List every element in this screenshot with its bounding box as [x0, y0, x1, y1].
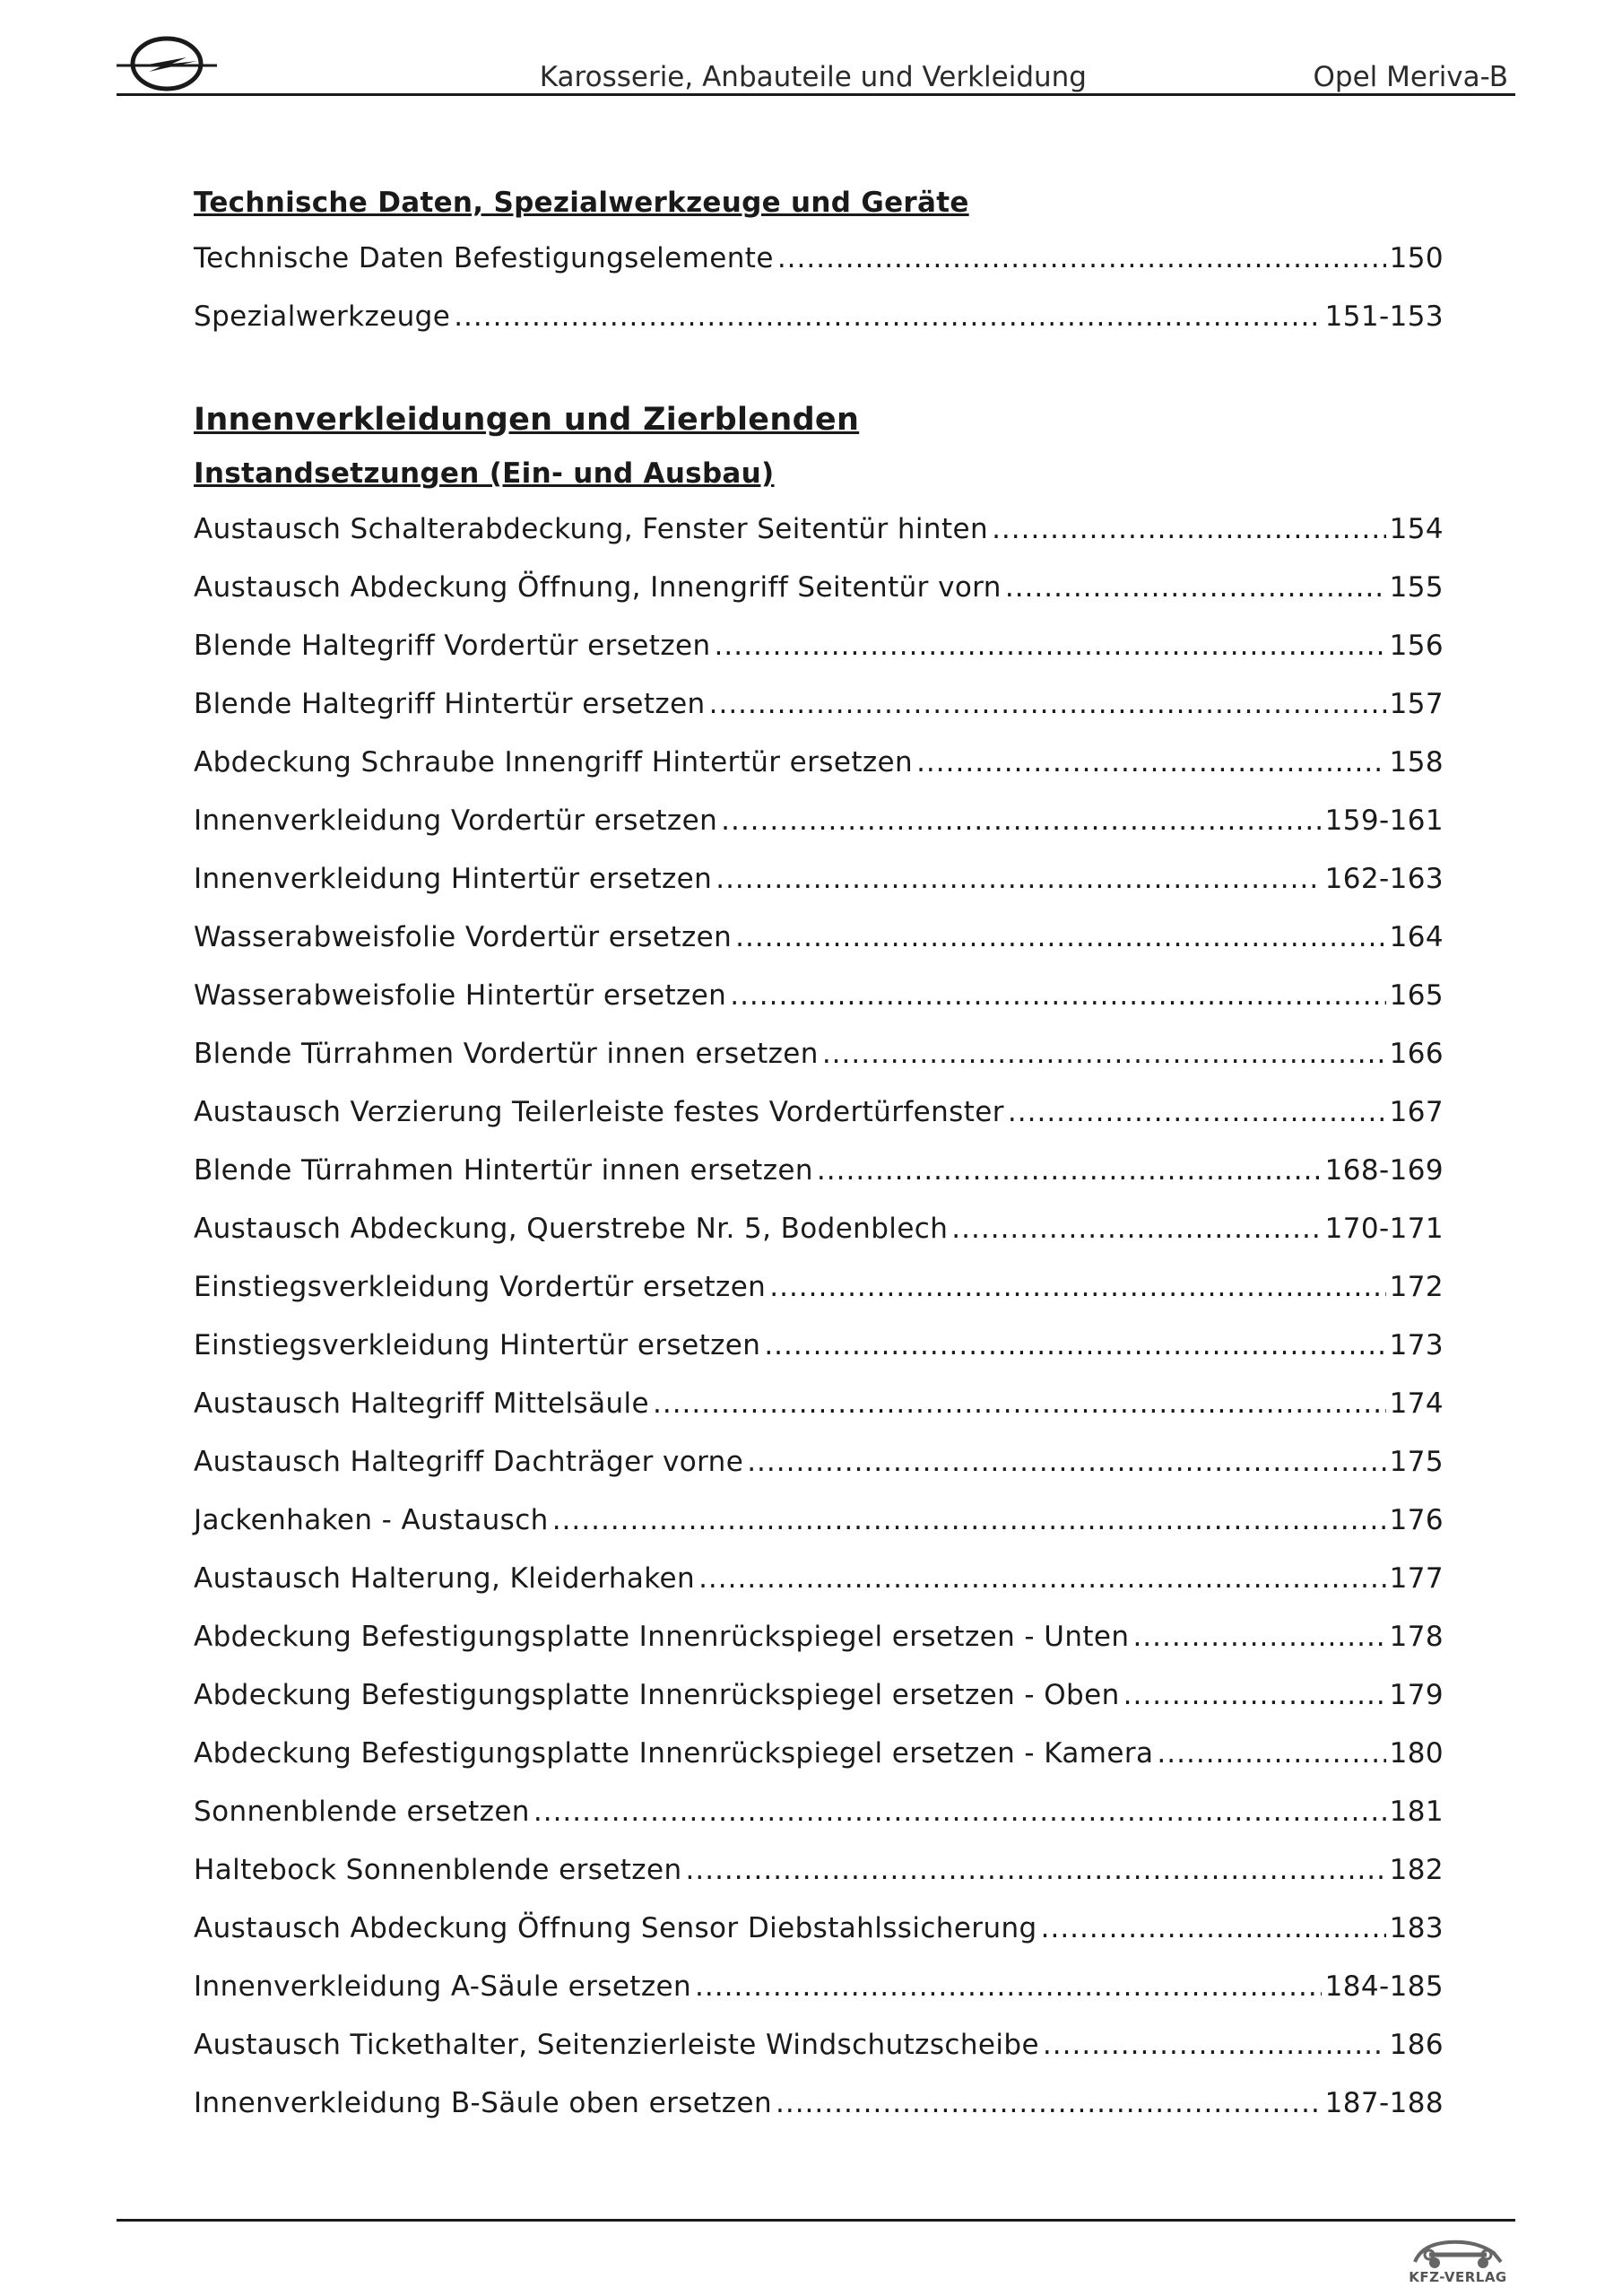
- toc-entry-label: Blende Haltegriff Hintertür ersetzen: [194, 688, 706, 720]
- section-subheading: Instandsetzungen (Ein- und Ausbau): [194, 457, 775, 490]
- toc-entry-page: 186: [1389, 2029, 1444, 2061]
- toc-entry-page: 168-169: [1324, 1154, 1444, 1187]
- toc-entry-page: 177: [1389, 1562, 1444, 1595]
- toc-entry-label: Haltebock Sonnenblende ersetzen: [194, 1854, 682, 1886]
- toc-entry-page: 158: [1389, 746, 1444, 778]
- toc-entry-label: Abdeckung Schraube Innengriff Hintertür ersetzen: [194, 746, 914, 778]
- toc-entry-page: 181: [1389, 1796, 1444, 1828]
- toc-entry[interactable]: [194, 967, 1444, 1025]
- toc-entry-page: 156: [1389, 630, 1444, 662]
- toc-entry-page: 164: [1389, 921, 1444, 953]
- toc-entry-page: 182: [1389, 1854, 1444, 1886]
- toc-entry[interactable]: [194, 1317, 1444, 1375]
- toc-entry-label: Austausch Haltegriff Mittelsäule: [194, 1387, 649, 1420]
- toc-entry-page: 159-161: [1324, 804, 1444, 837]
- toc-leader-dots: [1043, 2016, 1386, 2074]
- toc-leader-dots: [686, 1841, 1386, 1900]
- toc-leader-dots: [721, 792, 1322, 850]
- toc-leader-dots: [822, 1025, 1386, 1083]
- toc-leader-dots: [1132, 1608, 1385, 1666]
- toc-entry-page: 151-153: [1324, 300, 1444, 333]
- toc-entry-page: 183: [1389, 1912, 1444, 1944]
- toc-entry[interactable]: [194, 1492, 1444, 1550]
- toc-entry-label: Wasserabweisfolie Vordertür ersetzen: [194, 921, 733, 953]
- table-of-contents: [194, 185, 1444, 2133]
- toc-entry-label: Blende Türrahmen Hintertür innen ersetzen: [194, 1154, 813, 1187]
- toc-entry[interactable]: [194, 1550, 1444, 1608]
- toc-entry-page: 162-163: [1324, 863, 1444, 895]
- toc-entry-page: 187-188: [1324, 2087, 1444, 2119]
- toc-section-technical-data: [194, 185, 1444, 346]
- toc-entry[interactable]: [194, 1025, 1444, 1083]
- toc-entry-page: 178: [1389, 1621, 1444, 1653]
- section-spacer: [194, 346, 1444, 398]
- toc-entry[interactable]: [194, 1725, 1444, 1783]
- header-title: Karosserie, Anbauteile und Verkleidung: [539, 61, 1087, 93]
- toc-entry[interactable]: [194, 1083, 1444, 1142]
- toc-leader-dots: [1157, 1725, 1385, 1783]
- toc-leader-dots: [916, 734, 1386, 792]
- toc-entry-label: Abdeckung Befestigungsplatte Innenrückspiegel ersetzen - Oben: [194, 1679, 1120, 1711]
- toc-entry-label: Austausch Abdeckung Öffnung, Innengriff Seitentür vorn: [194, 571, 1002, 604]
- toc-leader-dots: [715, 617, 1386, 675]
- toc-entry[interactable]: [194, 675, 1444, 734]
- toc-entry[interactable]: [194, 1200, 1444, 1258]
- toc-entry[interactable]: [194, 909, 1444, 967]
- footer-logo: [1404, 2235, 1512, 2292]
- toc-entry-page: 179: [1389, 1679, 1444, 1711]
- toc-leader-dots: [653, 1375, 1386, 1433]
- toc-leader-dots: [1041, 1900, 1386, 1958]
- toc-entry-label: Abdeckung Befestigungsplatte Innenrückspiegel ersetzen - Kamera: [194, 1737, 1154, 1770]
- toc-entry[interactable]: [194, 1900, 1444, 1958]
- toc-entry-page: 174: [1389, 1387, 1444, 1420]
- toc-entry-page: 154: [1389, 513, 1444, 545]
- toc-leader-dots: [747, 1433, 1385, 1492]
- toc-leader-dots: [695, 1958, 1322, 2016]
- toc-entry-label: Einstiegsverkleidung Vordertür ersetzen: [194, 1271, 767, 1303]
- toc-entry[interactable]: [194, 288, 1444, 346]
- toc-entry-label: Innenverkleidung A-Säule ersetzen: [194, 1970, 692, 2003]
- toc-leader-dots: [698, 1550, 1386, 1608]
- toc-entry[interactable]: [194, 1375, 1444, 1433]
- toc-entry-label: Austausch Haltegriff Dachträger vorne: [194, 1446, 744, 1478]
- toc-entry-page: 172: [1389, 1271, 1444, 1303]
- header-divider: [117, 93, 1515, 96]
- toc-entry-label: Austausch Abdeckung, Querstrebe Nr. 5, Bodenblech: [194, 1213, 949, 1245]
- toc-leader-dots: [454, 288, 1321, 346]
- toc-entry[interactable]: [194, 1258, 1444, 1317]
- kfz-verlag-car-wrench-icon: [1404, 2235, 1512, 2271]
- toc-entry[interactable]: [194, 617, 1444, 675]
- toc-entry[interactable]: [194, 1433, 1444, 1492]
- toc-entry-label: Blende Haltegriff Vordertür ersetzen: [194, 630, 711, 662]
- toc-leader-dots: [992, 500, 1386, 559]
- toc-entry-page: 176: [1389, 1504, 1444, 1536]
- toc-entry-label: Austausch Halterung, Kleiderhaken: [194, 1562, 696, 1595]
- toc-entry-label: Innenverkleidung Vordertür ersetzen: [194, 804, 718, 837]
- toc-entry-page: 157: [1389, 688, 1444, 720]
- toc-list: [194, 230, 1444, 346]
- toc-leader-dots: [552, 1492, 1386, 1550]
- footer-logo-text: KFZ-VERLAG: [1409, 2269, 1507, 2285]
- toc-entry-label: Technische Daten Befestigungselemente: [194, 242, 774, 274]
- toc-leader-dots: [533, 1783, 1386, 1841]
- toc-entry-page: 180: [1389, 1737, 1444, 1770]
- toc-leader-dots: [1005, 559, 1386, 617]
- toc-entry-page: 184-185: [1324, 1970, 1444, 2003]
- toc-leader-dots: [769, 1258, 1385, 1317]
- toc-leader-dots: [777, 230, 1386, 288]
- toc-entry[interactable]: [194, 792, 1444, 850]
- toc-entry-label: Innenverkleidung B-Säule oben ersetzen: [194, 2087, 772, 2119]
- toc-list: [194, 500, 1444, 2133]
- toc-leader-dots: [1123, 1666, 1386, 1725]
- toc-entry[interactable]: [194, 1608, 1444, 1666]
- toc-entry-label: Austausch Schalterabdeckung, Fenster Seitentür hinten: [194, 513, 989, 545]
- toc-leader-dots: [776, 2074, 1322, 2133]
- header-model: Opel Meriva-B: [1313, 61, 1508, 93]
- page-header: [117, 18, 1515, 99]
- toc-entry-label: Austausch Tickethalter, Seitenzierleiste Windschutzscheibe: [194, 2029, 1039, 2061]
- toc-leader-dots: [951, 1200, 1321, 1258]
- toc-entry-label: Sonnenblende ersetzen: [194, 1796, 530, 1828]
- toc-entry[interactable]: [194, 2016, 1444, 2074]
- toc-entry[interactable]: [194, 1666, 1444, 1725]
- toc-entry[interactable]: [194, 1958, 1444, 2016]
- toc-entry-page: 173: [1389, 1329, 1444, 1361]
- toc-entry[interactable]: [194, 734, 1444, 792]
- toc-leader-dots: [709, 675, 1386, 734]
- toc-section-interior-trim: [194, 398, 1444, 2133]
- toc-entry[interactable]: [194, 850, 1444, 909]
- toc-entry[interactable]: [194, 230, 1444, 288]
- toc-entry-label: Spezialwerkzeuge: [194, 300, 451, 333]
- toc-entry-label: Abdeckung Befestigungsplatte Innenrückspiegel ersetzen - Unten: [194, 1621, 1130, 1653]
- toc-entry-label: Wasserabweisfolie Hintertür ersetzen: [194, 979, 727, 1012]
- toc-entry[interactable]: [194, 1142, 1444, 1200]
- toc-entry-page: 150: [1389, 242, 1444, 274]
- section-heading: Technische Daten, Spezialwerkzeuge und Geräte: [194, 187, 969, 219]
- toc-entry-page: 166: [1389, 1038, 1444, 1070]
- toc-entry[interactable]: [194, 1841, 1444, 1900]
- toc-entry-label: Blende Türrahmen Vordertür innen ersetzen: [194, 1038, 819, 1070]
- toc-entry[interactable]: [194, 1783, 1444, 1841]
- toc-leader-dots: [716, 850, 1321, 909]
- toc-entry-page: 165: [1389, 979, 1444, 1012]
- section-heading: Innenverkleidungen und Zierblenden: [194, 402, 860, 438]
- toc-leader-dots: [764, 1317, 1385, 1375]
- toc-entry-label: Austausch Verzierung Teilerleiste festes Vordertürfenster: [194, 1096, 1004, 1128]
- toc-entry[interactable]: [194, 559, 1444, 617]
- footer-divider: [117, 2219, 1515, 2222]
- toc-entry-page: 175: [1389, 1446, 1444, 1478]
- toc-entry-page: 167: [1389, 1096, 1444, 1128]
- toc-leader-dots: [735, 909, 1385, 967]
- toc-entry-page: 170-171: [1324, 1213, 1444, 1245]
- toc-leader-dots: [1008, 1083, 1386, 1142]
- toc-entry-label: Jackenhaken - Austausch: [194, 1504, 549, 1536]
- toc-leader-dots: [817, 1142, 1322, 1200]
- toc-entry[interactable]: [194, 500, 1444, 559]
- toc-entry[interactable]: [194, 2074, 1444, 2133]
- toc-leader-dots: [730, 967, 1385, 1025]
- toc-entry-label: Einstiegsverkleidung Hintertür ersetzen: [194, 1329, 761, 1361]
- toc-entry-label: Innenverkleidung Hintertür ersetzen: [194, 863, 713, 895]
- toc-entry-label: Austausch Abdeckung Öffnung Sensor Diebstahlssicherung: [194, 1912, 1037, 1944]
- toc-entry-page: 155: [1389, 571, 1444, 604]
